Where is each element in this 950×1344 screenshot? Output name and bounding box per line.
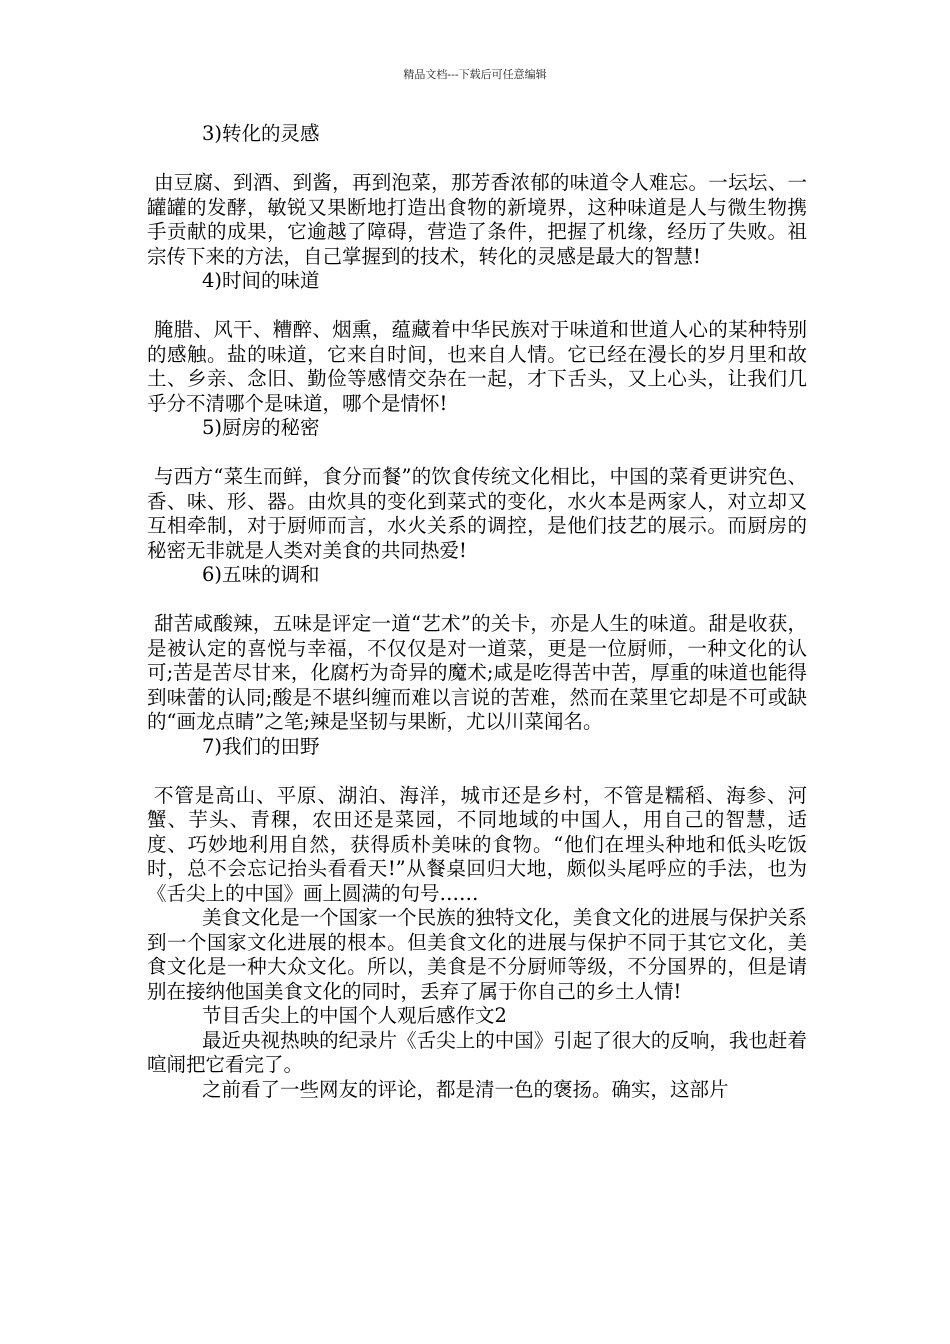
paragraph-gap — [147, 441, 807, 466]
paragraph: 之前看了一些网友的评论，都是清一色的褒扬。确实，这部片 — [202, 1077, 729, 1101]
paragraph-gap — [147, 759, 807, 784]
paragraph-gap — [147, 147, 807, 172]
document-body — [147, 122, 807, 1102]
section-heading: 5)厨房的秘密 — [202, 416, 320, 439]
paragraph: 与西方“菜生而鲜，食分而餐”的饮食传统文化相比，中国的菜肴更讲究色、香、味、形、器。由炊具的变化到菜式的变化，水火本是两家人，对立却又互相牵制，对于厨师而言，水火关系的调控，是他们技艺的展示。而厨房的秘密无非就是人类对美食的共同热爱! — [147, 465, 807, 562]
paragraph-gap — [147, 294, 807, 319]
paragraph: 甜苦咸酸辣，五味是评定一道“艺术”的关卡，亦是人生的味道。甜是收获，是被认定的喜悦与幸福，不仅仅是对一道菜，更是一位厨师，一种文化的认可;苦是苦尽甘来，化腐朽为奇异的魔术;咸是吃得苦中苦，厚重的味道也能得到味蕾的认同;酸是不堪纠缠而难以言说的苦难，然而在菜里它却是不可或缺的“画龙点睛”之笔;辣是坚韧与果断，尤以川菜闻名。 — [147, 612, 807, 733]
section-heading: 3)转化的灵感 — [202, 122, 320, 145]
section-heading: 4)时间的味道 — [202, 269, 320, 292]
section-heading: 节目舌尖上的中国个人观后感作文2 — [202, 1004, 507, 1027]
page-header: 精品文档---下载后可任意编辑 — [403, 68, 547, 81]
paragraph: 由豆腐、到酒、到酱，再到泡菜，那芳香浓郁的味道令人难忘。一坛坛、一罐罐的发酵，敏锐又果断地打造出食物的新境界，这种味道是人与微生物携手贡献的成果，它逾越了障碍，营造了条件，把握了机缘，经历了失败。祖宗传下来的方法，自己掌握到的技术，转化的灵感是最大的智慧! — [147, 171, 807, 268]
paragraph: 最近央视热映的纪录片《舌尖上的中国》引起了很大的反响，我也赶着喧闹把它看完了。 — [147, 1028, 807, 1076]
paragraph-gap — [147, 588, 807, 613]
section-heading: 7)我们的田野 — [202, 734, 320, 758]
paragraph: 美食文化是一个国家一个民族的独特文化，美食文化的进展与保护关系到一个国家文化进展的根本。但美食文化的进展与保护不同于其它文化，美食文化是一种大众文化。所以，美食是不分厨师等级，不分国界的，但是请别在接纳他国美食文化的同时，丢弃了属于你自己的乡土人情! — [147, 906, 807, 1003]
paragraph: 腌腊、风干、糟醉、烟熏，蕴藏着中华民族对于味道和世道人心的某种特别的感触。盐的味道，它来自时间，也来自人情。它已经在漫长的岁月里和故土、乡亲、念旧、勤俭等感情交杂在一起，才下舌头，又上心头，让我们几乎分不清哪个是味道，哪个是情怀! — [147, 318, 807, 415]
paragraph: 不管是高山、平原、湖泊、海洋，城市还是乡村，不管是糯稻、海参、河蟹、芋头、青稞，农田还是菜园，不同地域的中国人，用自己的智慧，适度、巧妙地利用自然，获得质朴美味的食物。“他们在埋头种地和低头吃饭时，总不会忘记抬头看看天!”从餐桌回归大地，颇似头尾呼应的手法，也为《舌尖上的中国》画上圆满的句号…… — [147, 783, 807, 905]
section-heading: 6)五味的调和 — [202, 563, 320, 586]
